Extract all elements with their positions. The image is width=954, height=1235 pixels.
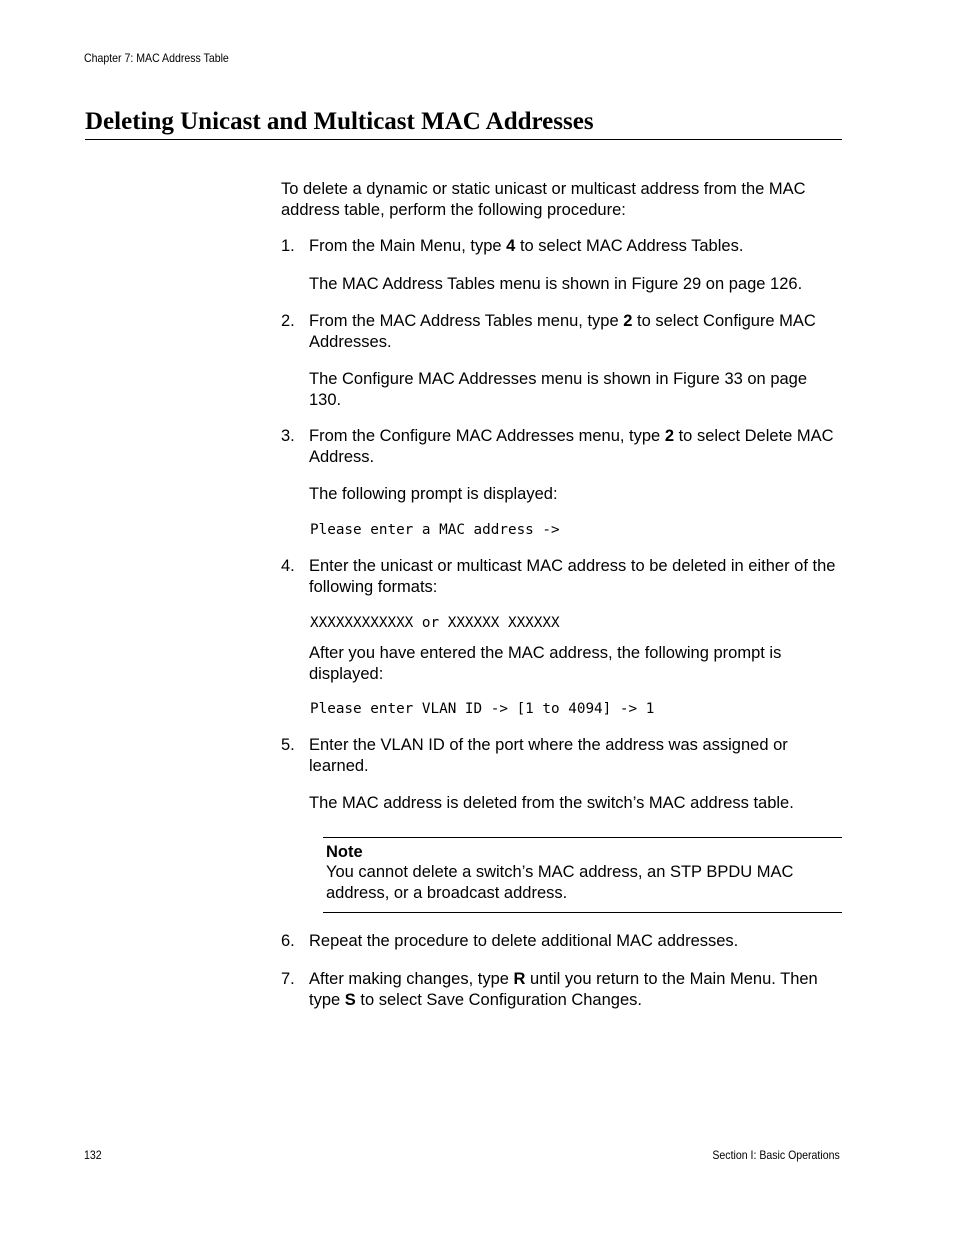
step-number: 6. [281,932,295,950]
step-text: After making changes, type R until you return to the Main Menu. Then type S to select Save Configuration Changes. [309,970,818,1009]
section-label: Section I: Basic Operations [712,1148,840,1162]
step-2-result: The Configure MAC Addresses menu is shown in Figure 33 on page 130. [309,370,808,409]
key-label: R [513,970,526,988]
code-prompt-mac: Please enter a MAC address -> [310,522,560,538]
page-title: Deleting Unicast and Multicast MAC Addresses [85,108,594,135]
key-label: 2 [623,312,633,330]
step-5-result: The MAC address is deleted from the switch’s MAC address table. [309,794,794,812]
key-label: 4 [506,237,516,255]
intro-paragraph: To delete a dynamic or static unicast or multicast address from the MAC address table, perform the following procedure: [281,180,806,219]
step-number: 4. [281,557,295,575]
step-text: From the Main Menu, type 4 to select MAC Address Tables. [309,237,744,255]
step-text: Enter the unicast or multicast MAC address to be deleted in either of the following formats: [309,557,836,596]
step-text: Enter the VLAN ID of the port where the address was assigned or learned. [309,736,788,775]
step-number: 1. [281,237,295,255]
note-box [323,837,842,913]
code-prompt-vlan: Please enter VLAN ID -> [1 to 4094] -> 1 [310,701,655,717]
key-label: S [344,990,356,1009]
page-number: 132 [84,1148,102,1162]
step-4-result: After you have entered the MAC address, the following prompt is displayed: [309,644,782,683]
step-3-result: The following prompt is displayed: [309,485,558,503]
step-number: 3. [281,427,295,445]
code-mac-format: XXXXXXXXXXXX or XXXXXX XXXXXX [310,615,560,631]
note-body: You cannot delete a switch’s MAC address, an STP BPDU MAC address, or a broadcast address. [326,863,794,902]
title-rule [85,139,842,140]
step-number: 2. [281,312,295,330]
note-title: Note [326,843,363,861]
step-text: From the Configure MAC Addresses menu, type 2 to select Delete MAC Address. [309,427,834,466]
step-number: 7. [281,970,295,988]
step-1-result: The MAC Address Tables menu is shown in Figure 29 on page 126. [309,275,803,293]
running-header: Chapter 7: MAC Address Table [84,51,229,65]
step-number: 5. [281,736,295,754]
key-label: 2 [664,427,675,445]
step-text: From the MAC Address Tables menu, type 2 to select Configure MAC Addresses. [309,312,816,351]
step-text: Repeat the procedure to delete additional MAC addresses. [309,932,739,950]
